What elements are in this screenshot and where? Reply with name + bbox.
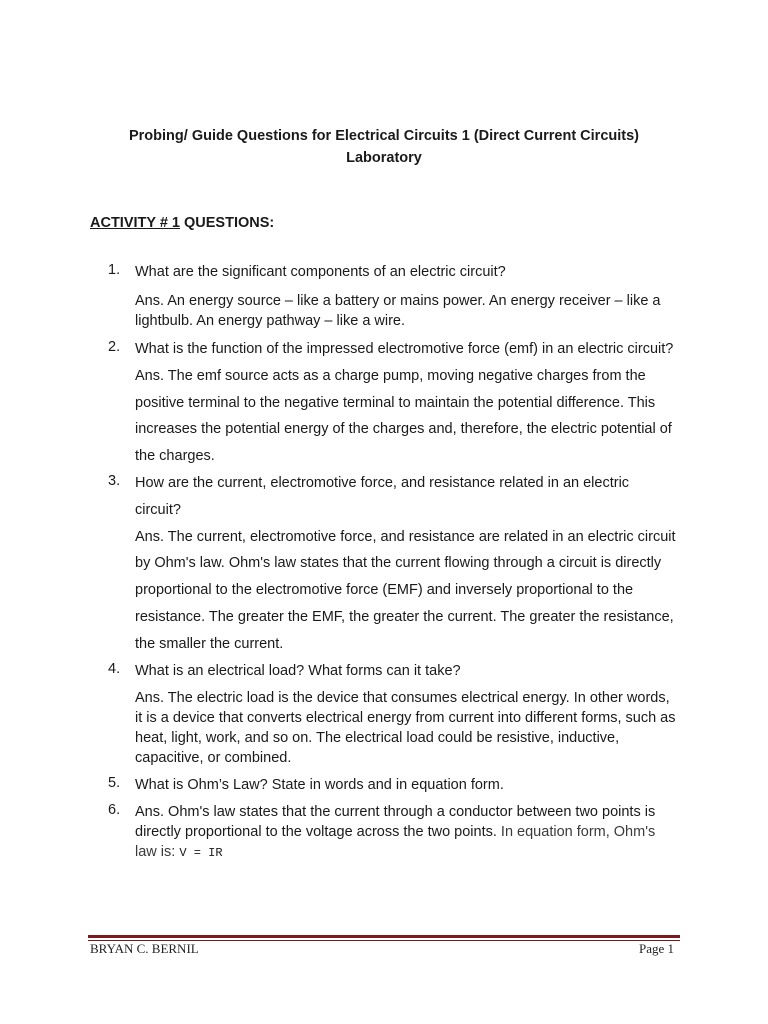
- question-list: [108, 262, 678, 863]
- questions-label: QUESTIONS:: [179, 215, 275, 231]
- title-line-2: Laboratory: [346, 150, 422, 166]
- page-title: [90, 125, 678, 169]
- question-text: What are the significant components of an electric circuit?: [135, 264, 506, 280]
- question-text: What is an electrical load? What forms can it take?: [135, 662, 461, 679]
- list-item: [108, 802, 678, 863]
- item-number: 5.: [108, 775, 121, 792]
- footer-author: BRYAN C. BERNIL: [90, 941, 199, 956]
- item-number: 1.: [108, 262, 121, 278]
- item-number: 6.: [108, 802, 121, 819]
- answer-text: Ans. The emf source acts as a charge pump, moving negative charges from the positive terminal to the negative terminal to maintain the potential difference. This increases the potential energy of the charges and, therefore, the electric potential of the charges.: [135, 367, 672, 465]
- footer-rule-thick: [88, 935, 680, 938]
- list-item: [108, 262, 678, 331]
- answer-text: Ans. The current, electromotive force, and resistance are related in an electric circuit by Ohm's law. Ohm's law states that the current flowing through a circuit is directly proportional to the electromotive force (EMF) and inversely proportional to the resistance. The greater the EMF, the greater the current. The greater the resistance, the smaller the current.: [135, 528, 676, 652]
- list-item: [108, 775, 678, 795]
- answer-text-part-2: In equation form, Ohm's law is:: [135, 824, 656, 861]
- section-heading: [90, 213, 274, 233]
- item-number: 4.: [108, 660, 121, 677]
- item-number: 3.: [108, 472, 121, 489]
- list-item: [108, 336, 678, 470]
- question-text: What is the function of the impressed electromotive force (emf) in an electric circuit?: [135, 341, 674, 357]
- title-line-1: Probing/ Guide Questions for Electrical Circuits 1 (Direct Current Circuits): [128, 128, 639, 144]
- answer-text: [135, 802, 678, 863]
- footer-page-number: Page 1: [638, 941, 674, 956]
- list-item: [108, 658, 678, 769]
- question-text: How are the current, electromotive force, and resistance related in an electric circuit?: [135, 474, 630, 518]
- answer-text-part-1: Ans. Ohm's law states that the current through a conductor between two points is directly proportional to the voltage across the two points.: [135, 804, 656, 841]
- question-text: What is Ohm’s Law? State in words and in equation form.: [135, 777, 504, 794]
- ohms-law-equation: V = IR: [179, 846, 223, 861]
- activity-label: ACTIVITY # 1: [90, 215, 180, 231]
- answer-text: Ans. The electric load is the device that consumes electrical energy. In other words, it is a device that converts electrical energy from current into different forms, such as heat, light, work, and so on. The electrical load could be resistive, inductive, capacitive, or combined.: [135, 690, 676, 767]
- list-item: [108, 470, 678, 658]
- answer-text: Ans. An energy source – like a battery or mains power. An energy receiver – like a lightbulb. An energy pathway – like a wire.: [135, 293, 661, 329]
- item-number: 2.: [108, 339, 121, 355]
